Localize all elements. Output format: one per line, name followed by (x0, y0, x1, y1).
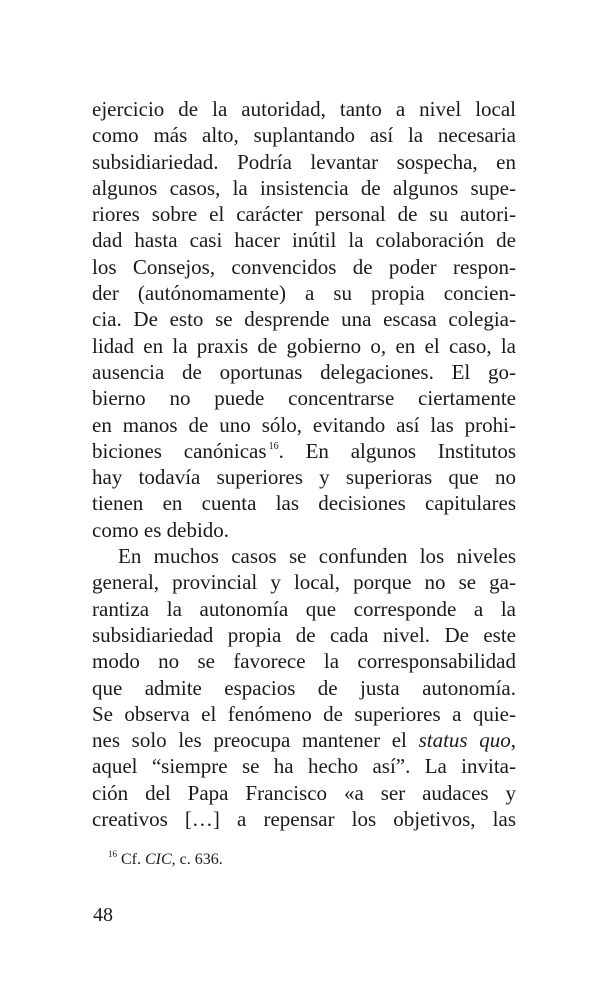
italic-term: status quo (418, 728, 511, 753)
footnote-number: 16 (108, 849, 117, 859)
text-line: modo no se favorece la corresponsabilidad (92, 649, 516, 674)
text-line: tienen en cuenta las decisiones capitulares (92, 491, 516, 516)
text-line: riores sobre el carácter personal de su autori- (92, 202, 516, 227)
footnote-reference[interactable]: 16 (268, 440, 279, 452)
text-line: que admite espacios de justa autonomía. (92, 675, 516, 700)
text-line: en manos de uno sólo, evitando así las prohi- (92, 412, 516, 437)
text-line: ción del Papa Francisco «a ser audaces y (92, 780, 516, 805)
text-line: como es debido. (92, 517, 230, 542)
footnote-italic: CIC (145, 851, 172, 868)
body-text (92, 96, 516, 832)
text-line: creativos […] a repensar los objetivos, las (92, 807, 516, 832)
text-line: ejercicio de la autoridad, tanto a nivel local (92, 97, 516, 121)
text-line: subsidiariedad. Podría levantar sospecha, en (92, 149, 516, 174)
text-line: hay todavía superiores y superioras que no (92, 465, 516, 490)
text-line: rantiza la autonomía que corresponde a la (92, 596, 516, 621)
text-line: general, provincial y local, porque no se ga- (92, 570, 516, 595)
text-line: En muchos casos se confunden los niveles (118, 544, 516, 569)
text-line: ausencia de oportunas delegaciones. El go- (92, 359, 516, 384)
text-segment: nes solo les preocupa mantener el (92, 728, 419, 753)
text-line: algunos casos, la insistencia de algunos supe- (92, 175, 516, 200)
footnote-prefix: Cf. (121, 851, 145, 868)
text-line: subsidiariedad propia de cada nivel. De este (92, 622, 516, 647)
footnote-suffix: , c. 636. (171, 851, 223, 868)
text-segment: . En algunos Institutos (278, 438, 516, 463)
text-line: bierno no puede concentrarse ciertamente (92, 386, 516, 411)
text-segment: , (510, 728, 516, 753)
text-line: dad hasta casi hacer inútil la colaboración de (92, 228, 516, 253)
text-line: como más alto, suplantando así la necesaria (92, 123, 516, 148)
text-line: cia. De esto se desprende una escasa colegia- (92, 307, 516, 332)
footnote (108, 850, 223, 870)
text-line-with-italic (92, 727, 516, 753)
text-line: aquel “siempre se ha hecho así”. La invita- (92, 754, 516, 779)
text-line: lidad en la praxis de gobierno o, en el caso, la (92, 333, 516, 358)
text-line: los Consejos, convencidos de poder respon- (92, 254, 516, 279)
text-segment: biciones canónicas (92, 438, 267, 463)
text-line-with-footnote-ref (92, 438, 516, 464)
page-number: 48 (93, 904, 113, 926)
text-line: Se observa el fenómeno de superiores a quie- (92, 701, 516, 726)
text-line: der (autónomamente) a su propia concien- (92, 281, 516, 306)
